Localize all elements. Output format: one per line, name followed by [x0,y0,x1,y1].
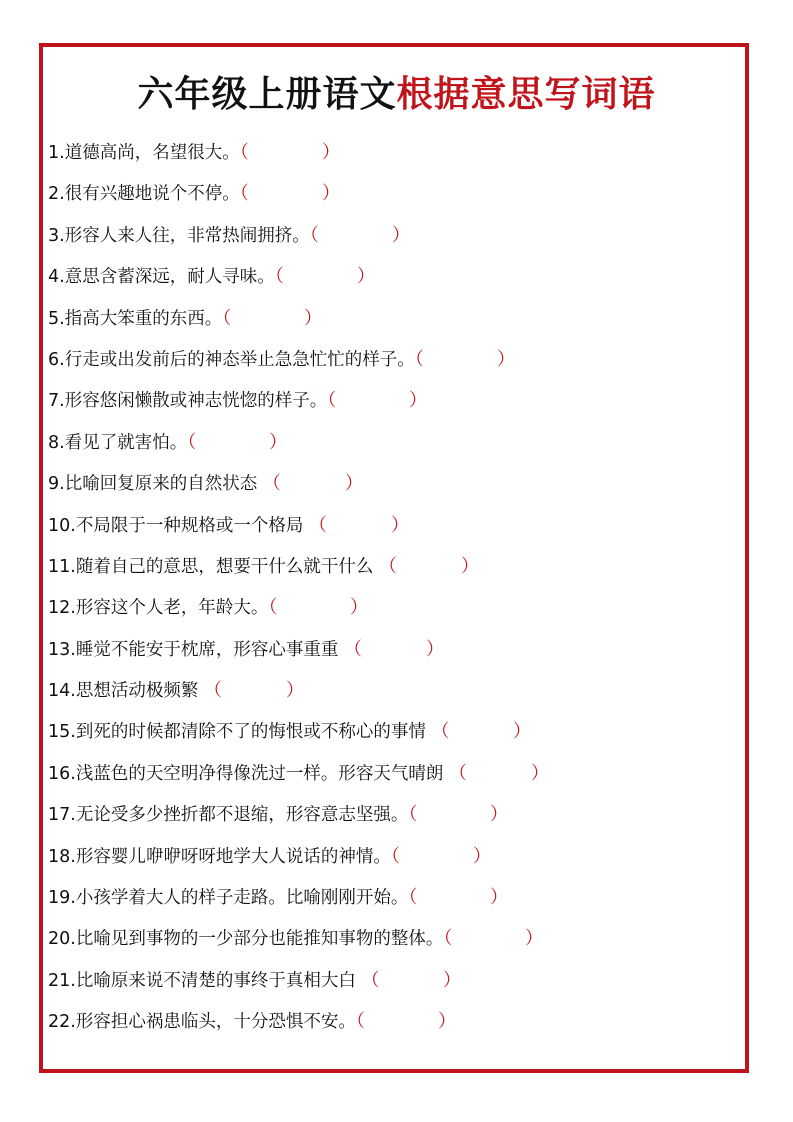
question-item [48,960,738,1001]
question-text: 形容这个人老，年龄大。 [75,598,269,619]
answer-blank-close: ） [426,638,444,660]
question-number: 11. [48,556,76,577]
answer-blank-close: ） [304,307,322,329]
question-text: 形容悠闲懒散或神志恍惚的样子。 [64,391,328,412]
question-item [48,1001,738,1042]
question-number: 19. [48,888,76,909]
question-text: 道德高尚，名望很大。 [64,143,240,163]
answer-blank-open: （ [268,597,278,619]
question-text: 意思含蓄深远，耐人寻味。 [64,267,275,288]
question-item [48,670,738,711]
question-number: 15. [48,722,76,743]
question-item [48,877,738,918]
question-item [48,422,738,463]
answer-blank-close: ） [490,887,508,909]
answer-blank-close: ） [357,266,375,288]
question-number: 4. [48,267,65,288]
answer-blank-open: （ [222,307,232,329]
question-item [48,794,738,835]
page-title [0,72,793,118]
answer-blank-open: （ [239,183,249,205]
answer-blank-open: （ [203,680,222,702]
question-item [48,711,738,752]
question-item [48,173,738,214]
answer-blank-open: （ [414,348,424,370]
answer-blank-close: ） [391,514,409,536]
question-text: 到死的时候都清除不了的悔恨或不称心的事情 [75,722,432,743]
answer-blank-open: （ [309,224,319,246]
question-number: 14. [48,681,76,702]
answer-blank-open: （ [408,804,418,826]
question-text: 思想活动极频繁 [75,681,204,702]
answer-blank-close: ） [350,597,368,619]
question-number: 3. [48,225,65,246]
question-text: 比喻原来说不清楚的事终于真相大白 [75,970,362,991]
answer-blank-open: （ [408,887,418,909]
question-text: 指高大笨重的东西。 [64,308,223,329]
answer-blank-open: （ [308,514,327,536]
question-number: 21. [48,970,76,991]
answer-blank-close: ） [525,928,543,950]
answer-blank-open: （ [431,721,450,743]
question-text: 很有兴趣地说个不停。 [64,184,240,205]
question-item [48,298,738,339]
question-item [48,836,738,877]
question-text: 看见了就害怕。 [64,432,188,453]
question-number: 7. [48,391,65,412]
answer-blank-open: （ [274,266,284,288]
question-number: 12. [48,598,76,619]
answer-blank-close: ） [322,142,340,163]
question-number: 10. [48,515,76,536]
answer-blank-close: ） [490,804,508,826]
question-text: 无论受多少挫折都不退缩，形容意志坚强。 [75,805,409,826]
answer-blank-close: ） [409,390,427,412]
answer-blank-open: （ [390,845,400,867]
question-item [48,463,738,504]
title-black-part: 六年级上册语文 [137,74,397,115]
answer-blank-open: （ [262,473,281,495]
answer-blank-close: ） [513,721,531,743]
answer-blank-open: （ [239,142,249,163]
question-number: 17. [48,805,76,826]
question-number: 16. [48,763,76,784]
answer-blank-close: ） [443,969,461,991]
question-number: 6. [48,349,65,370]
question-number: 1. [48,143,65,163]
answer-blank-close: ） [345,473,363,495]
answer-blank-close: ） [438,1011,456,1033]
title-red-part: 根据意思写词语 [396,74,656,115]
answer-blank-open: （ [448,762,467,784]
question-number: 13. [48,639,76,660]
question-text: 浅蓝色的天空明净得像洗过一样。形容天气晴朗 [75,763,449,784]
question-number: 2. [48,184,65,205]
question-item [48,546,738,587]
question-text: 小孩学着大人的样子走路。比喻刚刚开始。 [75,888,409,909]
question-text: 不局限于一种规格或一个格局 [75,515,309,536]
question-item [48,380,738,421]
question-text: 形容婴儿咿咿呀呀地学大人说话的神情。 [75,846,391,867]
answer-blank-open: （ [443,928,453,950]
question-text: 比喻回复原来的自然状态 [64,474,263,495]
question-text: 比喻见到事物的一少部分也能推知事物的整体。 [75,929,444,950]
question-number: 9. [48,474,65,495]
question-item [48,629,738,670]
question-item [48,215,738,256]
answer-blank-close: ） [286,680,304,702]
question-item [48,132,738,173]
question-number: 18. [48,846,76,867]
answer-blank-open: （ [361,969,380,991]
question-number: 20. [48,929,76,950]
question-item [48,918,738,959]
answer-blank-open: （ [187,431,197,453]
question-item [48,753,738,794]
answer-blank-open: （ [355,1011,365,1033]
answer-blank-close: ） [392,224,410,246]
question-number: 22. [48,1012,76,1033]
answer-blank-close: ） [461,555,479,577]
answer-blank-close: ） [322,183,340,205]
answer-blank-open: （ [343,638,362,660]
question-text: 睡觉不能安于枕席，形容心事重重 [75,639,344,660]
question-text: 形容担心祸患临头，十分恐惧不安。 [75,1012,356,1033]
question-item [48,587,738,628]
question-number: 5. [48,308,65,329]
question-text: 形容人来人往，非常热闹拥挤。 [64,225,310,246]
question-item [48,256,738,297]
question-item [48,505,738,546]
answer-blank-close: ） [473,845,491,867]
answer-blank-close: ） [531,762,549,784]
question-item [48,339,738,380]
question-number: 8. [48,432,65,453]
answer-blank-close: ） [269,431,287,453]
question-text: 行走或出发前后的神态举止急急忙忙的样子。 [64,349,415,370]
question-list [48,132,738,1043]
question-text: 随着自己的意思，想要干什么就干什么 [75,556,379,577]
answer-blank-close: ） [497,348,515,370]
answer-blank-open: （ [327,390,337,412]
answer-blank-open: （ [378,555,397,577]
